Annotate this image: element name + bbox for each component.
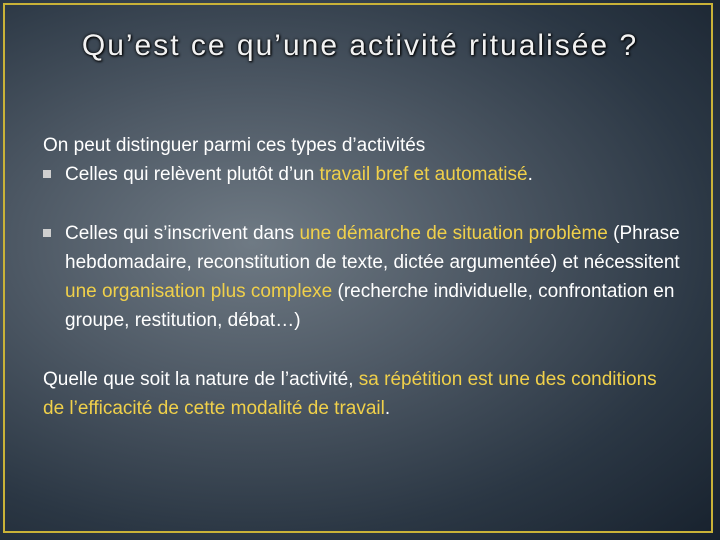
bullet-2-text-2: (Phrase hebdomadaire, reconstitution de texte, dictée argumentée) et nécessitent	[65, 223, 680, 273]
bullet-1-text: Celles qui relèvent plutôt d’un	[65, 164, 320, 185]
bullet-1-end: .	[527, 164, 533, 185]
bullet-item-2	[43, 219, 683, 335]
slide-body	[43, 131, 683, 423]
conclusion-end: .	[384, 398, 391, 419]
square-bullet-icon	[43, 170, 51, 178]
conclusion-start: Quelle que soit la nature de l’activité,	[43, 369, 359, 390]
bullet-1-highlight: travail bref et automatisé	[319, 164, 528, 185]
bullet-2-text-3: (recherche individuelle, confrontation en groupe, restitution, débat…)	[65, 281, 675, 331]
conclusion-text	[43, 365, 683, 423]
intro-text: On peut distinguer parmi ces types d’activités	[43, 135, 426, 156]
bullet-2-text: Celles qui s’inscrivent dans	[65, 223, 300, 244]
bullet-item-1	[43, 160, 683, 189]
slide-title: Qu’est ce qu’une activité ritualisée ?	[81, 29, 639, 62]
conclusion-highlight: sa répétition est une des conditions de l’efficacité de cette modalité de travail	[43, 369, 657, 419]
square-bullet-icon	[43, 229, 51, 237]
bullet-2-highlight-2: une organisation plus complexe	[65, 281, 333, 302]
bullet-2-highlight-1: une démarche de situation problème	[299, 223, 608, 244]
